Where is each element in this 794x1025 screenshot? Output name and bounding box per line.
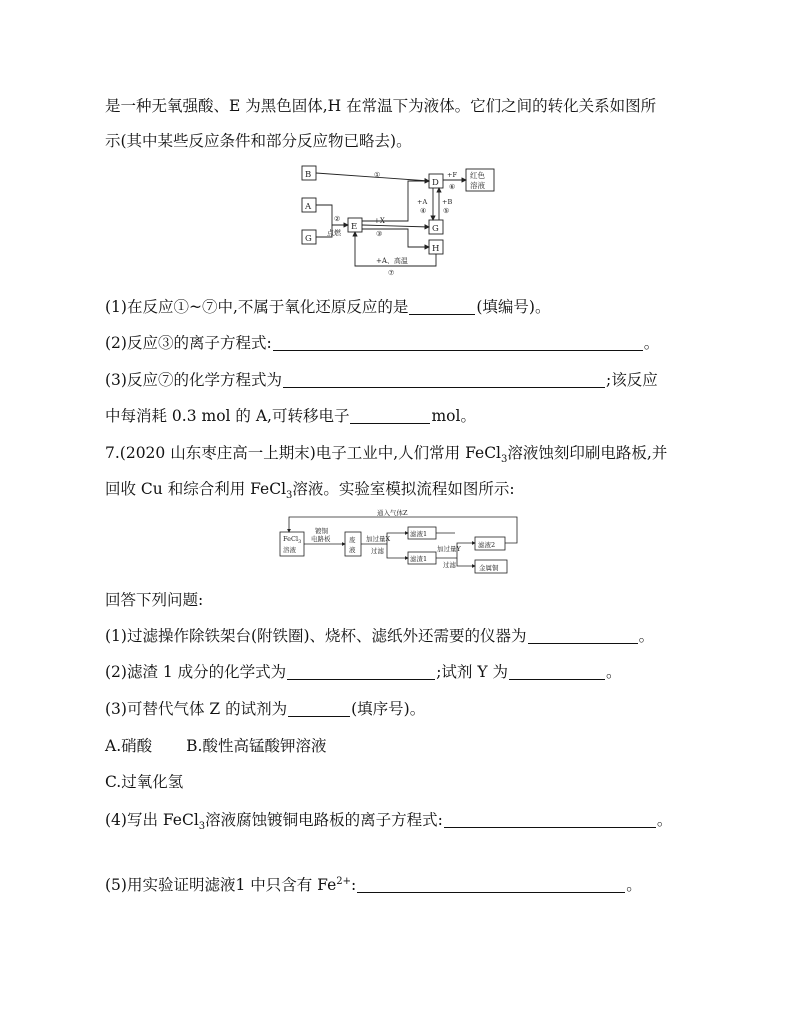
label-gas-z: 通入气体Z xyxy=(377,509,408,517)
label-filter-1: 过滤 xyxy=(371,547,384,555)
q6-p3b-suffix: mol。 xyxy=(431,407,476,425)
q7-option-c: C.过氧化氢 xyxy=(105,773,184,791)
label-filtrate1: 滤液1 xyxy=(410,530,428,538)
label-r2: ② xyxy=(334,215,341,223)
label-r4: ④ xyxy=(420,207,427,215)
flow-diagram xyxy=(277,507,522,577)
label-filter-2: 过滤 xyxy=(443,561,456,569)
label-add-y: 加过量Y xyxy=(437,545,461,553)
label-e: E xyxy=(351,222,358,232)
arrow-b-d xyxy=(316,173,429,181)
label-r1: ① xyxy=(374,171,381,179)
label-waste-2: 液 xyxy=(349,546,356,554)
q7-p5-blank[interactable] xyxy=(357,876,625,893)
arrow-e-g xyxy=(362,225,429,227)
q6-p3b-blank[interactable] xyxy=(350,407,430,424)
q7-part-1: (1)过滤操作除铁架台(附铁圈)、烧杯、滤纸外还需要的仪器为 。 xyxy=(105,627,655,645)
q7-options-ab xyxy=(105,736,326,756)
q7-line-2: 回收 Cu 和综合利用 FeCl$_3$溶液。实验室模拟流程如图所示: xyxy=(105,480,515,502)
q6-p2-suffix: 。 xyxy=(643,334,660,352)
label-ignite: 点燃 xyxy=(327,229,341,237)
q6-part-2 xyxy=(105,333,659,353)
q7-line-1: 7.(2020 山东枣庄高一上期末)电子工业中,人们常用 FeCl$_3$溶液蚀刻印刷电路板,并 xyxy=(105,444,668,466)
label-r6: ⑥ xyxy=(449,183,456,191)
q6-part-1 xyxy=(105,297,550,317)
reaction-diagram xyxy=(296,163,502,281)
q6-p2-blank[interactable] xyxy=(273,334,643,351)
q6-p3-text: (3)反应⑦的化学方程式为 xyxy=(105,371,282,389)
q6-part-3 xyxy=(105,370,658,390)
label-waste-1: 废 xyxy=(349,536,356,544)
intro-line-2: 示(其中某些反应条件和部分反应物已略去)。 xyxy=(105,132,412,150)
q7-part-2: (2)滤渣 1 成分的化学式为 ;试剂 Y 为 。 xyxy=(105,663,622,681)
q7-p2-blank-1[interactable] xyxy=(287,663,435,680)
label-plus-f: +F xyxy=(447,171,457,179)
label-residue1: 滤渣1 xyxy=(410,555,428,563)
label-h: H xyxy=(432,244,440,254)
q6-p1-blank[interactable] xyxy=(409,298,475,315)
label-plus-x: +X xyxy=(374,217,385,225)
option-b: B.酸性高锰酸钾溶液 xyxy=(186,737,327,755)
arrow-e-h xyxy=(362,229,429,247)
q7-part-3: (3)可替代气体 Z 的试剂为 (填序号)。 xyxy=(105,700,426,718)
label-red-2: 溶液 xyxy=(470,181,485,190)
label-filtrate2: 滤液2 xyxy=(478,541,496,549)
label-plus-a-hot: +A、高温 xyxy=(376,257,408,265)
q6-part-3b xyxy=(105,406,476,426)
arrow-residue-copper xyxy=(457,558,475,566)
label-red-1: 红色 xyxy=(470,171,485,180)
label-r7: ⑦ xyxy=(388,269,395,277)
q7-intro: 回答下列问题: xyxy=(105,591,204,609)
label-r3: ③ xyxy=(376,230,383,238)
label-a: A xyxy=(305,202,312,212)
label-g-left: G xyxy=(305,234,312,244)
label-add-x: 加过量X xyxy=(366,535,391,543)
q7-p4-blank[interactable] xyxy=(444,811,656,828)
label-r5: ⑤ xyxy=(443,207,450,215)
q6-p2-text: (2)反应③的离子方程式: xyxy=(105,334,272,352)
q7-part-4: (4)写出 FeCl$_3$溶液腐蚀镀铜电路板的离子方程式: 。 xyxy=(105,811,673,833)
label-etch-2: 电路板 xyxy=(311,535,331,543)
label-b: B xyxy=(305,170,312,180)
q7-p2-blank-2[interactable] xyxy=(509,663,605,680)
label-copper: 金属铜 xyxy=(479,564,499,572)
q6-p3-suffix: ;该反应 xyxy=(605,371,658,389)
q6-p1-text: (1)在反应①~⑦中,不属于氧化还原反应的是 xyxy=(105,298,409,316)
q6-p1-suffix: (填编号)。 xyxy=(476,298,551,316)
label-plus-a: +A xyxy=(417,198,428,206)
q6-p3-blank[interactable] xyxy=(283,371,605,388)
label-g-right: G xyxy=(432,224,439,234)
intro-line-1: 是一种无氧强酸、E 为黑色固体,H 在常温下为液体。它们之间的转化关系如图所 xyxy=(105,97,657,115)
label-fecl3-2: 溶液 xyxy=(283,546,296,554)
label-plus-b: +B xyxy=(442,198,453,206)
q7-p3-blank[interactable] xyxy=(288,700,350,717)
arrow-a-e xyxy=(316,205,348,225)
q6-p3b-text: 中每消耗 0.3 mol 的 A,可转移电子 xyxy=(105,407,350,425)
q7-part-5: (5)用实验证明滤液1 中只含有 $Fe^{2+}$: 。 xyxy=(105,875,642,894)
q7-p1-blank[interactable] xyxy=(528,627,638,644)
label-fecl3-1: FeCl$_3$ xyxy=(283,535,302,545)
label-etch-1: 镀铜 xyxy=(315,527,328,535)
arrow-waste-residue1 xyxy=(387,544,408,558)
label-d: D xyxy=(432,178,439,188)
option-a: A.硝酸 xyxy=(105,737,153,755)
